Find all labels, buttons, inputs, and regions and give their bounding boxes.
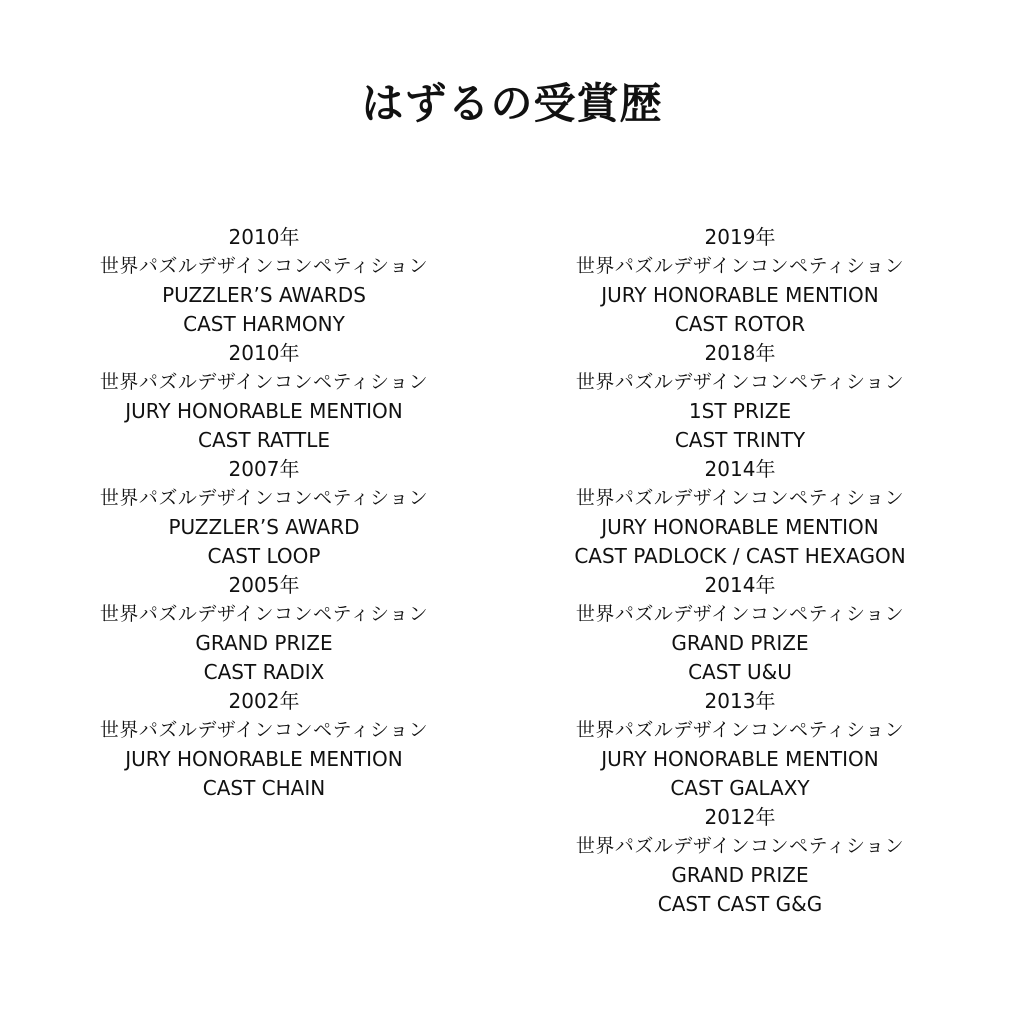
award-title: JURY HONORABLE MENTION [601, 515, 879, 539]
award-work: CAST LOOP [207, 544, 321, 568]
awards-column-left [29, 223, 499, 803]
award-year: 2005年 [228, 573, 300, 597]
award-entry [505, 339, 975, 455]
award-title: JURY HONORABLE MENTION [125, 399, 403, 423]
award-entry [29, 687, 499, 803]
award-competition: 世界パズルデザインコンペティション [99, 719, 429, 741]
award-year: 2002年 [228, 689, 300, 713]
award-title: GRAND PRIZE [671, 863, 809, 887]
award-work: CAST TRINTY [674, 428, 806, 452]
award-work: CAST HARMONY [183, 312, 345, 336]
award-year: 2010年 [228, 225, 300, 249]
page-title: はずるの受賞歴 [361, 79, 663, 128]
award-year: 2013年 [704, 689, 776, 713]
award-entry [505, 687, 975, 803]
award-work: CAST ROTOR [674, 312, 806, 336]
award-competition: 世界パズルデザインコンペティション [99, 371, 429, 393]
award-work: CAST CHAIN [202, 776, 326, 800]
award-competition: 世界パズルデザインコンペティション [575, 719, 905, 741]
award-title: PUZZLER’S AWARD [168, 515, 360, 539]
award-year: 2007年 [228, 457, 300, 481]
award-work: CAST CAST G&G [657, 892, 823, 916]
award-competition: 世界パズルデザインコンペティション [99, 487, 429, 509]
award-entry [505, 803, 975, 919]
awards-column-right [505, 223, 975, 919]
award-competition: 世界パズルデザインコンペティション [575, 255, 905, 277]
award-entry [505, 223, 975, 339]
award-title: 1ST PRIZE [688, 399, 792, 423]
award-competition: 世界パズルデザインコンペティション [575, 835, 905, 857]
award-year: 2014年 [704, 457, 776, 481]
award-title: JURY HONORABLE MENTION [601, 747, 879, 771]
award-entry [29, 571, 499, 687]
award-year: 2012年 [704, 805, 776, 829]
award-entry [505, 571, 975, 687]
award-entry [29, 339, 499, 455]
award-entry [29, 455, 499, 571]
award-entry [505, 455, 975, 571]
award-work: CAST RADIX [203, 660, 325, 684]
award-year: 2014年 [704, 573, 776, 597]
award-competition: 世界パズルデザインコンペティション [99, 255, 429, 277]
award-work: CAST GALAXY [670, 776, 810, 800]
award-title: JURY HONORABLE MENTION [601, 283, 879, 307]
award-work: CAST PADLOCK / CAST HEXAGON [574, 544, 906, 568]
award-year: 2019年 [704, 225, 776, 249]
award-title: GRAND PRIZE [671, 631, 809, 655]
award-year: 2018年 [704, 341, 776, 365]
award-title: GRAND PRIZE [195, 631, 333, 655]
award-work: CAST U&U [688, 660, 792, 684]
award-year: 2010年 [228, 341, 300, 365]
award-title: PUZZLER’S AWARDS [162, 283, 366, 307]
award-competition: 世界パズルデザインコンペティション [99, 603, 429, 625]
award-competition: 世界パズルデザインコンペティション [575, 487, 905, 509]
award-competition: 世界パズルデザインコンペティション [575, 603, 905, 625]
award-work: CAST RATTLE [198, 428, 330, 452]
award-competition: 世界パズルデザインコンペティション [575, 371, 905, 393]
award-title: JURY HONORABLE MENTION [125, 747, 403, 771]
award-entry [29, 223, 499, 339]
